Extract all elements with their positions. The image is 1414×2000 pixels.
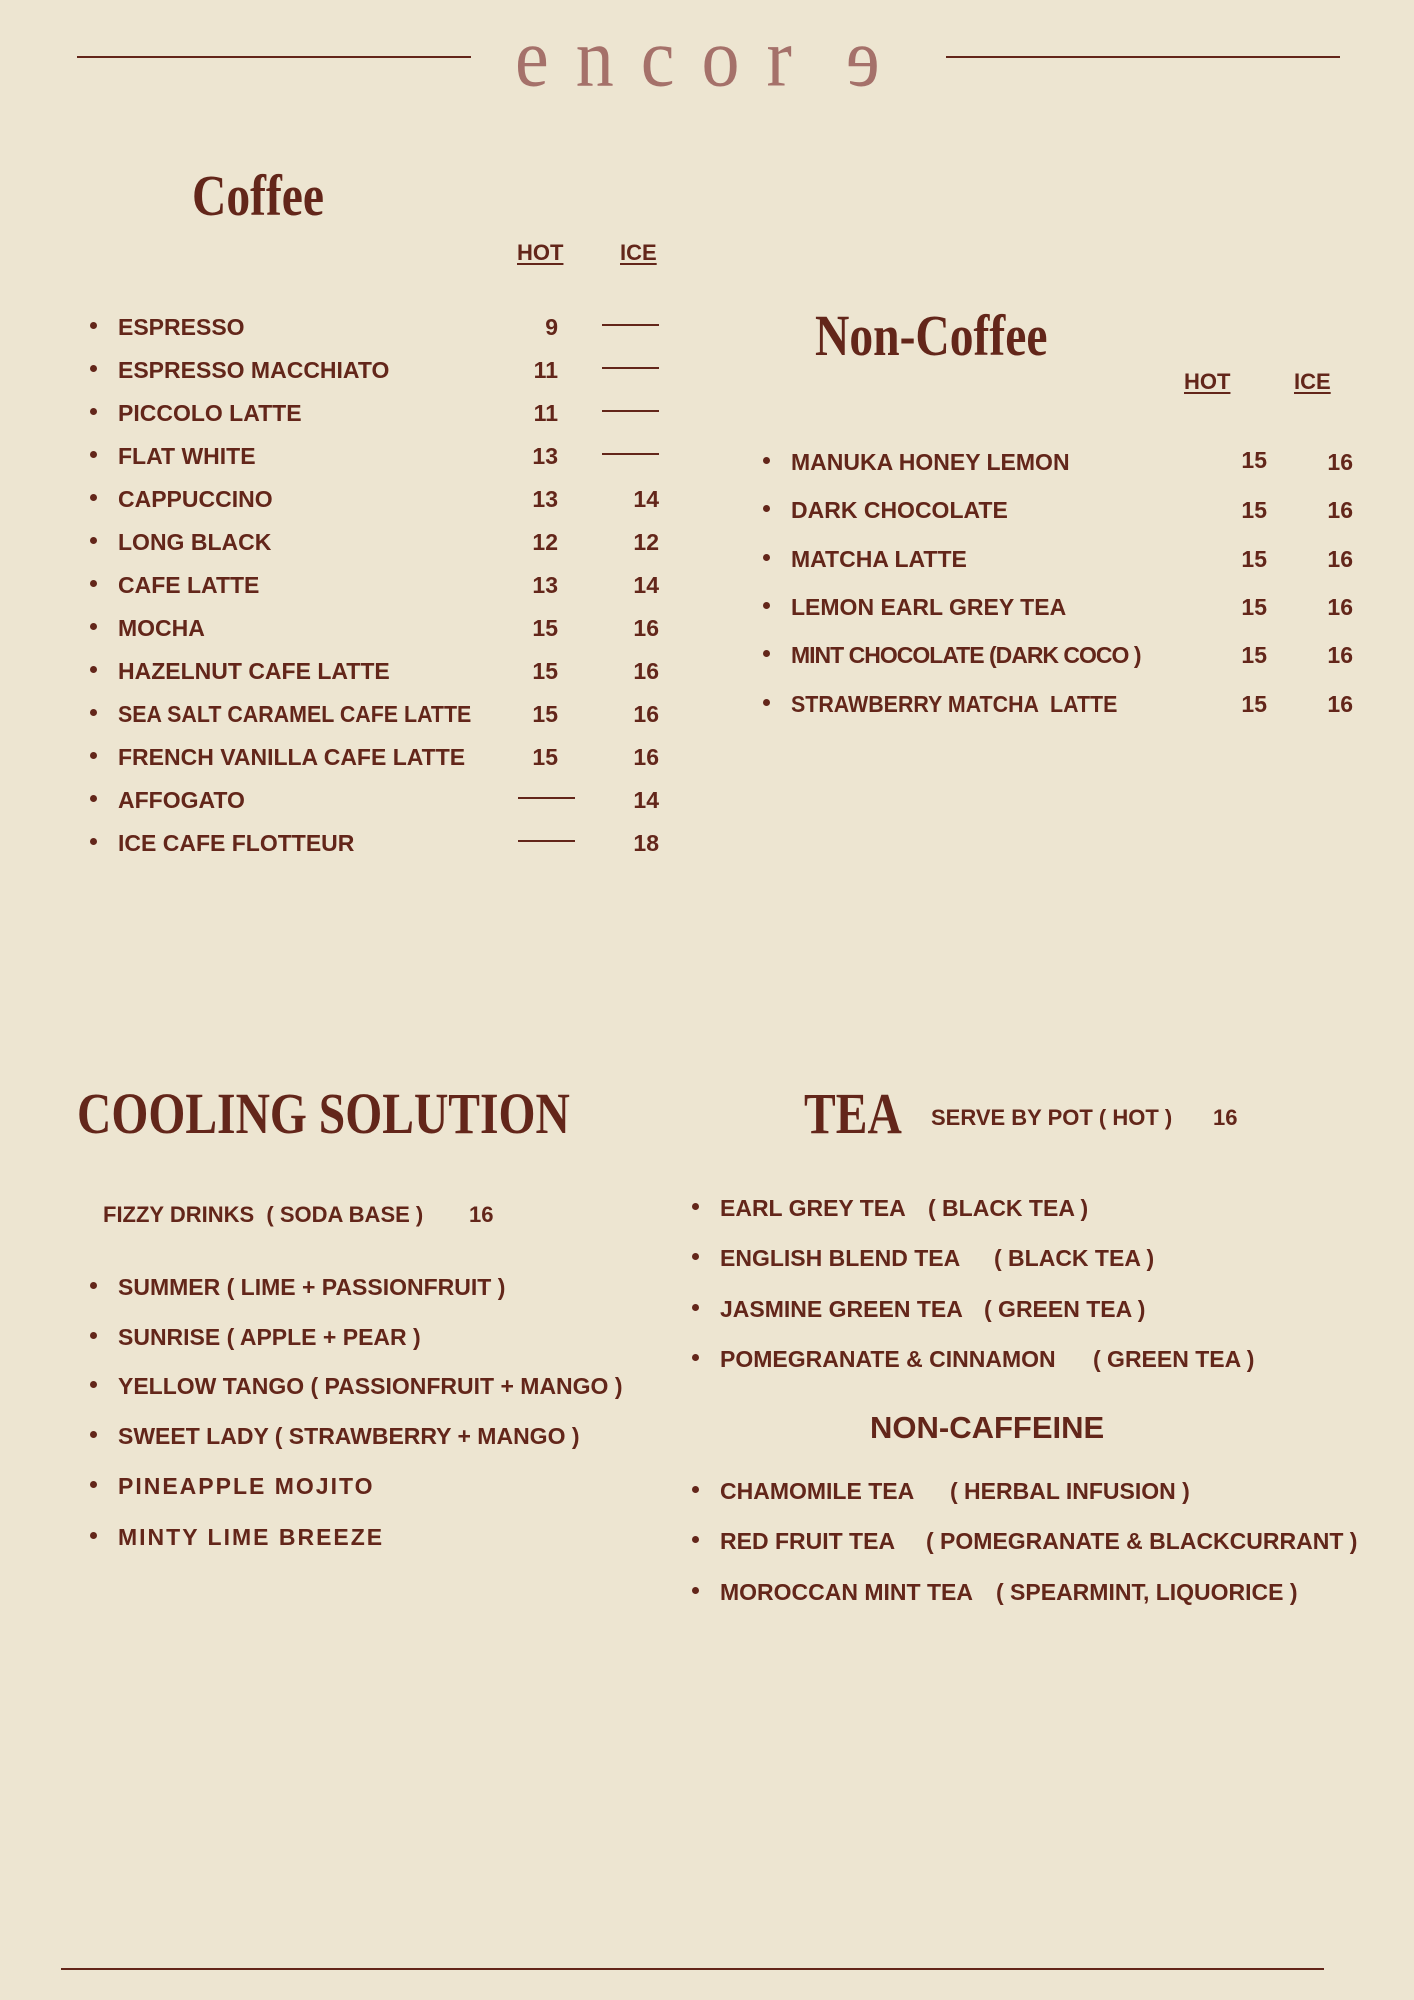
- coffee-item: ESPRESSO MACCHIATO 11: [90, 355, 660, 385]
- tea-price: 16: [1213, 1105, 1238, 1130]
- non-coffee-col-ice: ICE: [1294, 369, 1331, 394]
- non-coffee-item: STRAWBERRY MATCHA LATTE 15 16: [763, 689, 1343, 719]
- price-hot: 15: [1241, 546, 1267, 572]
- not-available-dash: [602, 324, 659, 326]
- price-ice: 16: [633, 658, 659, 684]
- bullet: [692, 1203, 699, 1210]
- non-coffee-item: MATCHA LATTE 15 16: [763, 544, 1343, 574]
- tea-type: ( GREEN TEA ): [984, 1296, 1146, 1322]
- price-hot: 15: [1241, 447, 1267, 473]
- bullet: [90, 1332, 97, 1339]
- coffee-item: ESPRESSO 9: [90, 312, 660, 342]
- not-available-dash: [518, 797, 575, 799]
- cooling-item: SUNRISE ( APPLE + PEAR ): [90, 1322, 690, 1352]
- tea-type: ( HERBAL INFUSION ): [950, 1478, 1190, 1504]
- bullet: [90, 494, 97, 501]
- non-caffeine-item: RED FRUIT TEA ( POMEGRANATE & BLACKCURRANT ): [692, 1526, 1412, 1556]
- tea-item: POMEGRANATE & CINNAMON ( GREEN TEA ): [692, 1344, 1392, 1374]
- tea-serve-note: SERVE BY POT ( HOT ): [931, 1105, 1173, 1130]
- price-hot: 12: [532, 529, 558, 555]
- non-coffee-col-hot: HOT: [1184, 369, 1231, 394]
- price-ice: 16: [633, 744, 659, 770]
- non-caffeine-item: MOROCCAN MINT TEA ( SPEARMINT, LIQUORICE ): [692, 1577, 1402, 1607]
- price-hot: 15: [532, 615, 558, 641]
- coffee-item: HAZELNUT CAFE LATTE 15 16: [90, 656, 660, 686]
- not-available-dash: [602, 410, 659, 412]
- tea-type: ( POMEGRANATE & BLACKCURRANT ): [926, 1528, 1358, 1554]
- footer-rule: [61, 1968, 1324, 1970]
- bullet: [90, 537, 97, 544]
- price-hot: 13: [532, 443, 558, 469]
- not-available-dash: [602, 453, 659, 455]
- price-ice: 16: [633, 615, 659, 641]
- coffee-title: Coffee: [192, 163, 325, 228]
- tea-item: ENGLISH BLEND TEA ( BLACK TEA ): [692, 1243, 1392, 1273]
- header-rule-right: [946, 56, 1340, 58]
- coffee-item: PICCOLO LATTE 11: [90, 398, 660, 428]
- price-ice: 14: [633, 787, 659, 813]
- coffee-item: ICE CAFE FLOTTEUR 18: [90, 828, 660, 858]
- bullet: [90, 1532, 97, 1539]
- non-coffee-item: MANUKA HONEY LEMON 15 16: [763, 447, 1343, 477]
- bullet: [763, 457, 770, 464]
- non-coffee-title: Non-Coffee: [815, 303, 1048, 368]
- price-ice: 16: [1327, 546, 1353, 572]
- cooling-item: YELLOW TANGO ( PASSIONFRUIT + MANGO ): [90, 1371, 690, 1401]
- bullet: [90, 1481, 97, 1488]
- tea-type: ( SPEARMINT, LIQUORICE ): [996, 1579, 1298, 1605]
- bullet: [90, 623, 97, 630]
- tea-item: EARL GREY TEA ( BLACK TEA ): [692, 1193, 1392, 1223]
- tea-item: JASMINE GREEN TEA ( GREEN TEA ): [692, 1294, 1392, 1324]
- coffee-item: MOCHA 15 16: [90, 613, 660, 643]
- price-ice: 16: [1327, 594, 1353, 620]
- tea-title: TEA: [804, 1081, 902, 1146]
- bullet: [90, 1282, 97, 1289]
- cooling-item: SUMMER ( LIME + PASSIONFRUIT ): [90, 1272, 690, 1302]
- cooling-item: SWEET LADY ( STRAWBERRY + MANGO ): [90, 1421, 690, 1451]
- bullet: [90, 795, 97, 802]
- bullet: [90, 451, 97, 458]
- bullet: [90, 1381, 97, 1388]
- coffee-col-hot: HOT: [517, 240, 564, 265]
- bullet: [90, 1431, 97, 1438]
- price-ice: 18: [633, 830, 659, 856]
- bullet: [90, 365, 97, 372]
- price-hot: 11: [533, 357, 558, 383]
- price-ice: 16: [1327, 449, 1353, 475]
- logo-reversed-e: e: [818, 11, 880, 105]
- non-coffee-item: MINT CHOCOLATE (DARK COCO ) 15 16: [763, 640, 1343, 670]
- coffee-item: SEA SALT CARAMEL CAFE LATTE 15 16: [90, 699, 660, 729]
- bullet: [763, 650, 770, 657]
- price-hot: 15: [1241, 642, 1267, 668]
- price-ice: 16: [1327, 691, 1353, 717]
- price-hot: 15: [1241, 691, 1267, 717]
- bullet: [90, 838, 97, 845]
- bullet: [90, 322, 97, 329]
- bullet: [90, 709, 97, 716]
- fizzy-drinks-price: 16: [469, 1202, 494, 1227]
- price-hot: 9: [545, 314, 558, 340]
- coffee-item: FRENCH VANILLA CAFE LATTE 15 16: [90, 742, 660, 772]
- price-hot: 15: [1241, 497, 1267, 523]
- price-hot: 13: [532, 486, 558, 512]
- price-hot: 15: [1241, 594, 1267, 620]
- price-ice: 14: [633, 572, 659, 598]
- price-hot: 11: [533, 400, 558, 426]
- price-hot: 15: [532, 658, 558, 684]
- bullet: [692, 1354, 699, 1361]
- non-caffeine-item: CHAMOMILE TEA ( HERBAL INFUSION ): [692, 1476, 1402, 1506]
- bullet: [763, 602, 770, 609]
- bullet: [90, 580, 97, 587]
- coffee-item: CAFE LATTE 13 14: [90, 570, 660, 600]
- header-rule-left: [77, 56, 471, 58]
- bullet: [763, 554, 770, 561]
- non-caffeine-title: NON-CAFFEINE: [870, 1410, 1105, 1445]
- bullet: [692, 1304, 699, 1311]
- price-ice: 16: [1327, 642, 1353, 668]
- non-coffee-item: LEMON EARL GREY TEA 15 16: [763, 592, 1343, 622]
- price-hot: 15: [532, 744, 558, 770]
- bullet: [763, 505, 770, 512]
- bullet: [692, 1536, 699, 1543]
- cooling-item: MINTY LIME BREEZE: [90, 1522, 690, 1552]
- coffee-item: CAPPUCCINO 13 14: [90, 484, 660, 514]
- not-available-dash: [602, 367, 659, 369]
- price-hot: 13: [532, 572, 558, 598]
- non-coffee-item: DARK CHOCOLATE 15 16: [763, 495, 1343, 525]
- bullet: [692, 1587, 699, 1594]
- bullet: [90, 408, 97, 415]
- coffee-col-ice: ICE: [620, 240, 657, 265]
- bullet: [763, 699, 770, 706]
- price-ice: 14: [633, 486, 659, 512]
- bullet: [90, 666, 97, 673]
- bullet: [692, 1486, 699, 1493]
- price-ice: 16: [633, 701, 659, 727]
- coffee-item: LONG BLACK 12 12: [90, 527, 660, 557]
- tea-type: ( BLACK TEA ): [928, 1195, 1089, 1221]
- not-available-dash: [518, 840, 575, 842]
- coffee-item: FLAT WHITE 13: [90, 441, 660, 471]
- cooling-item: PINEAPPLE MOJITO: [90, 1471, 690, 1501]
- cooling-title: COOLING SOLUTION: [77, 1081, 570, 1146]
- tea-type: ( GREEN TEA ): [1093, 1346, 1255, 1372]
- brand-logo: encore: [515, 11, 880, 105]
- price-ice: 12: [633, 529, 659, 555]
- tea-type: ( BLACK TEA ): [994, 1245, 1155, 1271]
- coffee-item: AFFOGATO 14: [90, 785, 660, 815]
- bullet: [90, 752, 97, 759]
- price-ice: 16: [1327, 497, 1353, 523]
- fizzy-drinks-subtitle: FIZZY DRINKS ( SODA BASE ): [103, 1202, 424, 1227]
- bullet: [692, 1253, 699, 1260]
- price-hot: 15: [532, 701, 558, 727]
